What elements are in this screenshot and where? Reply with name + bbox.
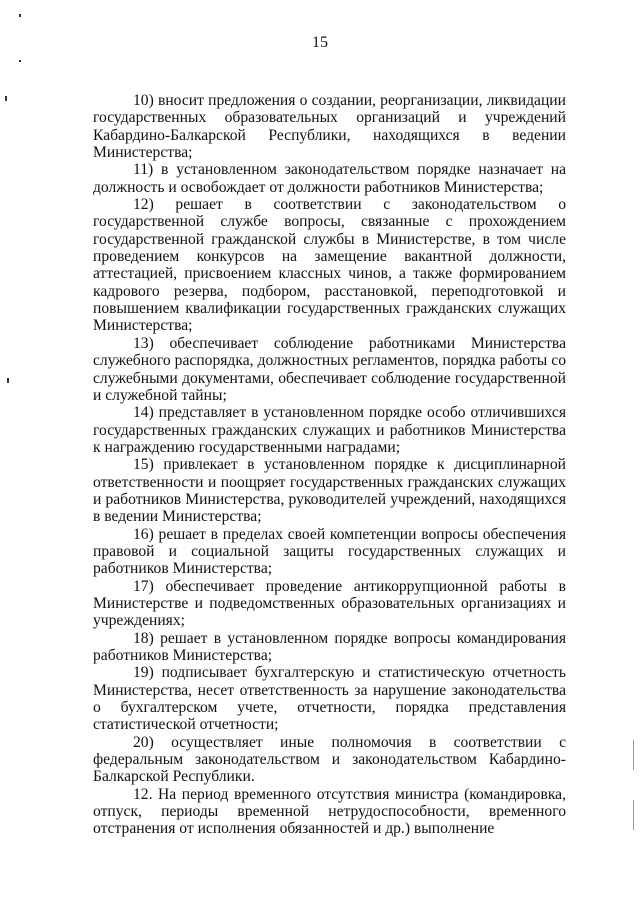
page-number: 15: [312, 34, 328, 51]
paragraph-item-20: 20) осуществляет иные полномочия в соответствии с федеральным законодательством и законодательством Кабардино-Балкарской Республики.: [93, 733, 566, 786]
paragraph-item-18: 18) решает в установленном порядке вопросы командирования работников Министерства;: [93, 629, 566, 664]
paragraph-item-16: 16) решает в пределах своей компетенции вопросы обеспечения правовой и социальной защиты государственных служащих и работников Министерства;: [93, 525, 566, 578]
scan-mark: [19, 60, 21, 62]
scan-mark: [633, 800, 634, 830]
paragraph-item-10: 10) вносит предложения о создании, реорганизации, ликвидации государственных образовательных организаций и учреждений Кабардино-Балкарской Республики, находящихся в ведении Министерства;: [93, 92, 566, 162]
document-body: [93, 92, 566, 838]
paragraph-item-15: 15) привлекает в установленном порядке к дисциплинарной ответственности и поощряет государственных гражданских служащих и работников Министерства, руководителей учреждений, находящихся в ведении Министерства;: [93, 456, 566, 526]
scan-mark: [19, 14, 21, 17]
scan-mark: [633, 740, 634, 770]
paragraph-item-14: 14) представляет в установленном порядке особо отличившихся государственных гражданских служащих и работников Министерства к награждению государственными наградами;: [93, 404, 566, 456]
paragraph-item-17: 17) обеспечивает проведение антикоррупционной работы в Министерстве и подведомственных образовательных организациях и учреждениях;: [93, 577, 566, 630]
paragraph-section-12: 12. На период временного отсутствия министра (командировка, отпуск, периоды временной нетрудоспособности, временного отстранения от исполнения обязанностей и др.) выполнение: [93, 785, 566, 838]
paragraph-item-11: 11) в установленном законодательством порядке назначает на должность и освобождает от должности работников Министерства;: [93, 161, 566, 196]
scan-mark: [5, 96, 7, 101]
paragraph-item-13: 13) обеспечивает соблюдение работниками Министерства служебного распорядка, должностных регламентов, порядка работы со служебными документами, обеспечивает соблюдение государственной и служебной тайны;: [93, 334, 566, 404]
scan-mark: [7, 378, 9, 383]
paragraph-item-19: 19) подписывает бухгалтерскую и статистическую отчетность Министерства, несет ответственность за нарушение законодательства о бухгалтерском учете, отчетности, порядка представления статистической отчетности;: [93, 664, 566, 734]
paragraph-item-12: 12) решает в соответствии с законодательством о государственной службе вопросы, связанные с прохождением государственной гражданской службы в Министерстве, в том числе проведением конкурсов на замещение вакантной должности, аттестацией, присвоением классных чинов, а также формированием кадрового резерва, подбором, расстановкой, переподготовкой и повышением квалификации государственных гражданских служащих Министерства;: [93, 196, 566, 335]
